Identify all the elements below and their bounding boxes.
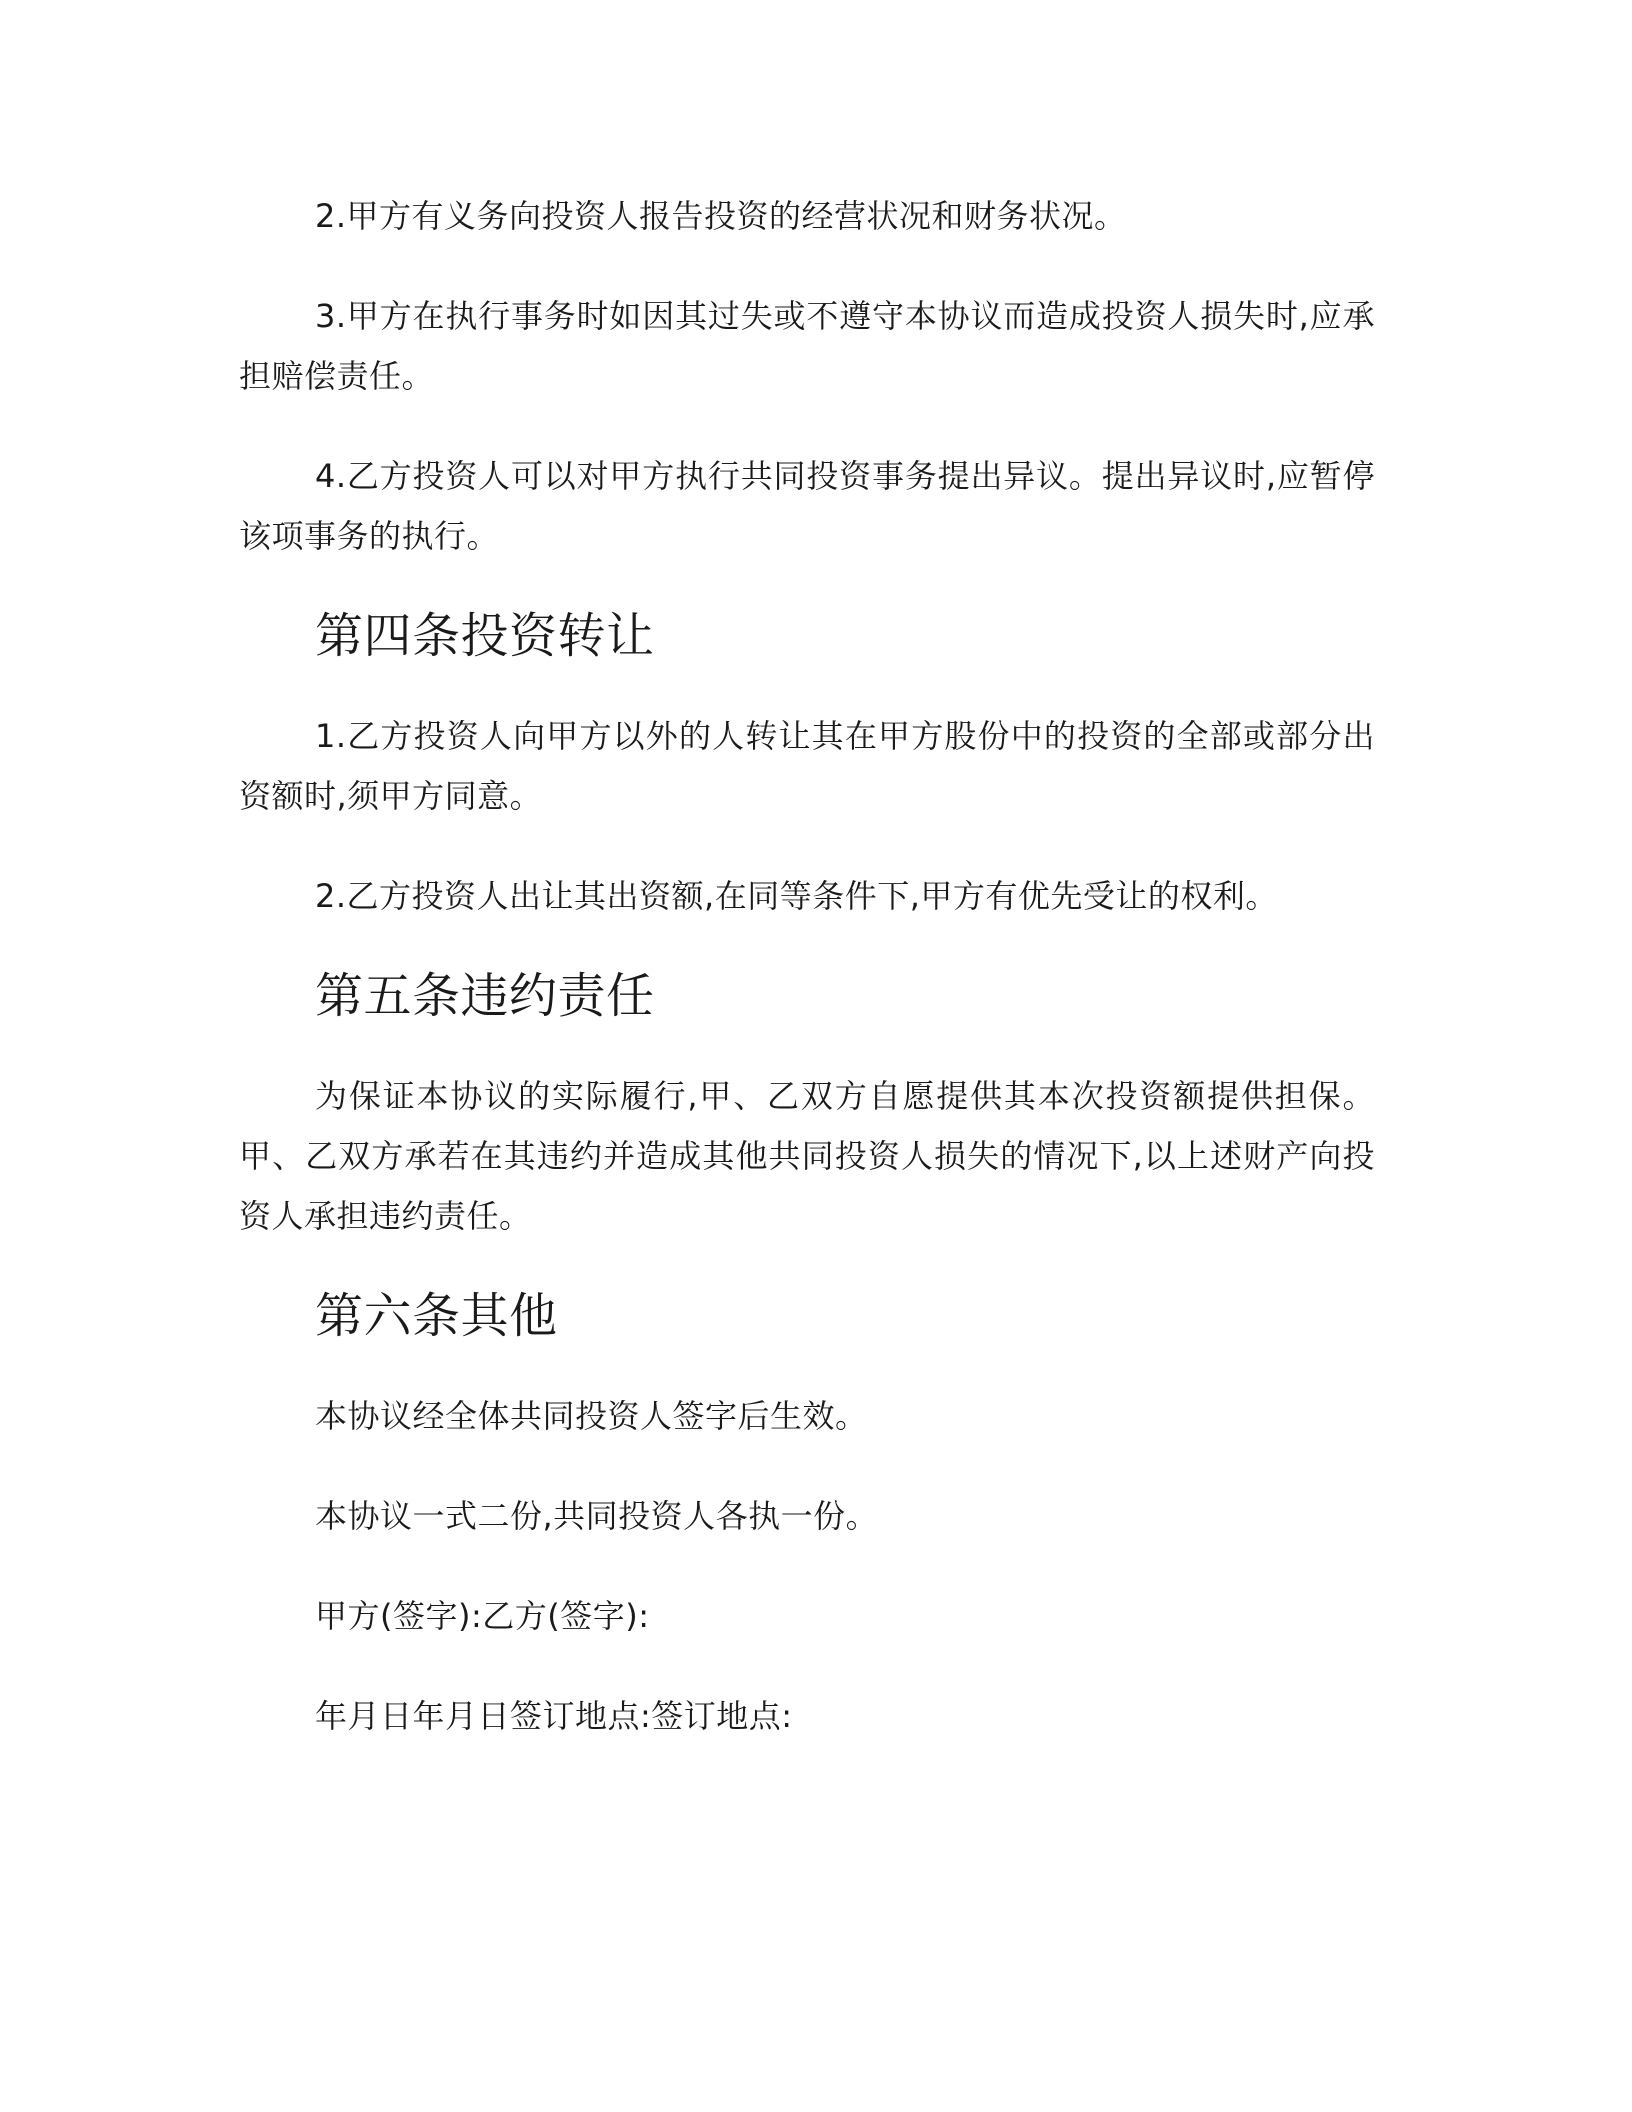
document-body bbox=[239, 186, 1375, 1746]
clause-3-item-3: 3.甲方在执行事务时如因其过失或不遵守本协议而造成投资人损失时,应承担赔偿责任。 bbox=[239, 297, 1375, 395]
clause-6-effective: 本协议经全体共同投资人签字后生效。 bbox=[315, 1397, 868, 1435]
clause-5-body: 为保证本协议的实际履行,甲、乙双方自愿提供其本次投资额提供担保。甲、乙双方承若在其违约并造成其他共同投资人损失的情况下,以上述财产向投资人承担违约责任。 bbox=[239, 1077, 1375, 1235]
clause-3-item-4: 4.乙方投资人可以对甲方执行共同投资事务提出异议。提出异议时,应暂停该项事务的执行。 bbox=[239, 457, 1375, 555]
clause-4-item-1: 1.乙方投资人向甲方以外的人转让其在甲方股份中的投资的全部或部分出资额时,须甲方同意。 bbox=[239, 717, 1375, 815]
clause-4-item-2: 2.乙方投资人出让其出资额,在同等条件下,甲方有优先受让的权利。 bbox=[315, 877, 1278, 915]
clause-6-heading: 第六条其他 bbox=[315, 1288, 558, 1344]
clause-6-copies: 本协议一式二份,共同投资人各执一份。 bbox=[315, 1497, 879, 1535]
clause-3-item-2: 2.甲方有义务向投资人报告投资的经营状况和财务状况。 bbox=[315, 197, 1127, 235]
clause-4-heading: 第四条投资转让 bbox=[315, 608, 655, 664]
signature-line: 甲方(签字):乙方(签字): bbox=[315, 1597, 650, 1635]
clause-5-heading: 第五条违约责任 bbox=[315, 968, 655, 1024]
date-place-line: 年月日年月日签订地点:签订地点: bbox=[315, 1697, 793, 1735]
